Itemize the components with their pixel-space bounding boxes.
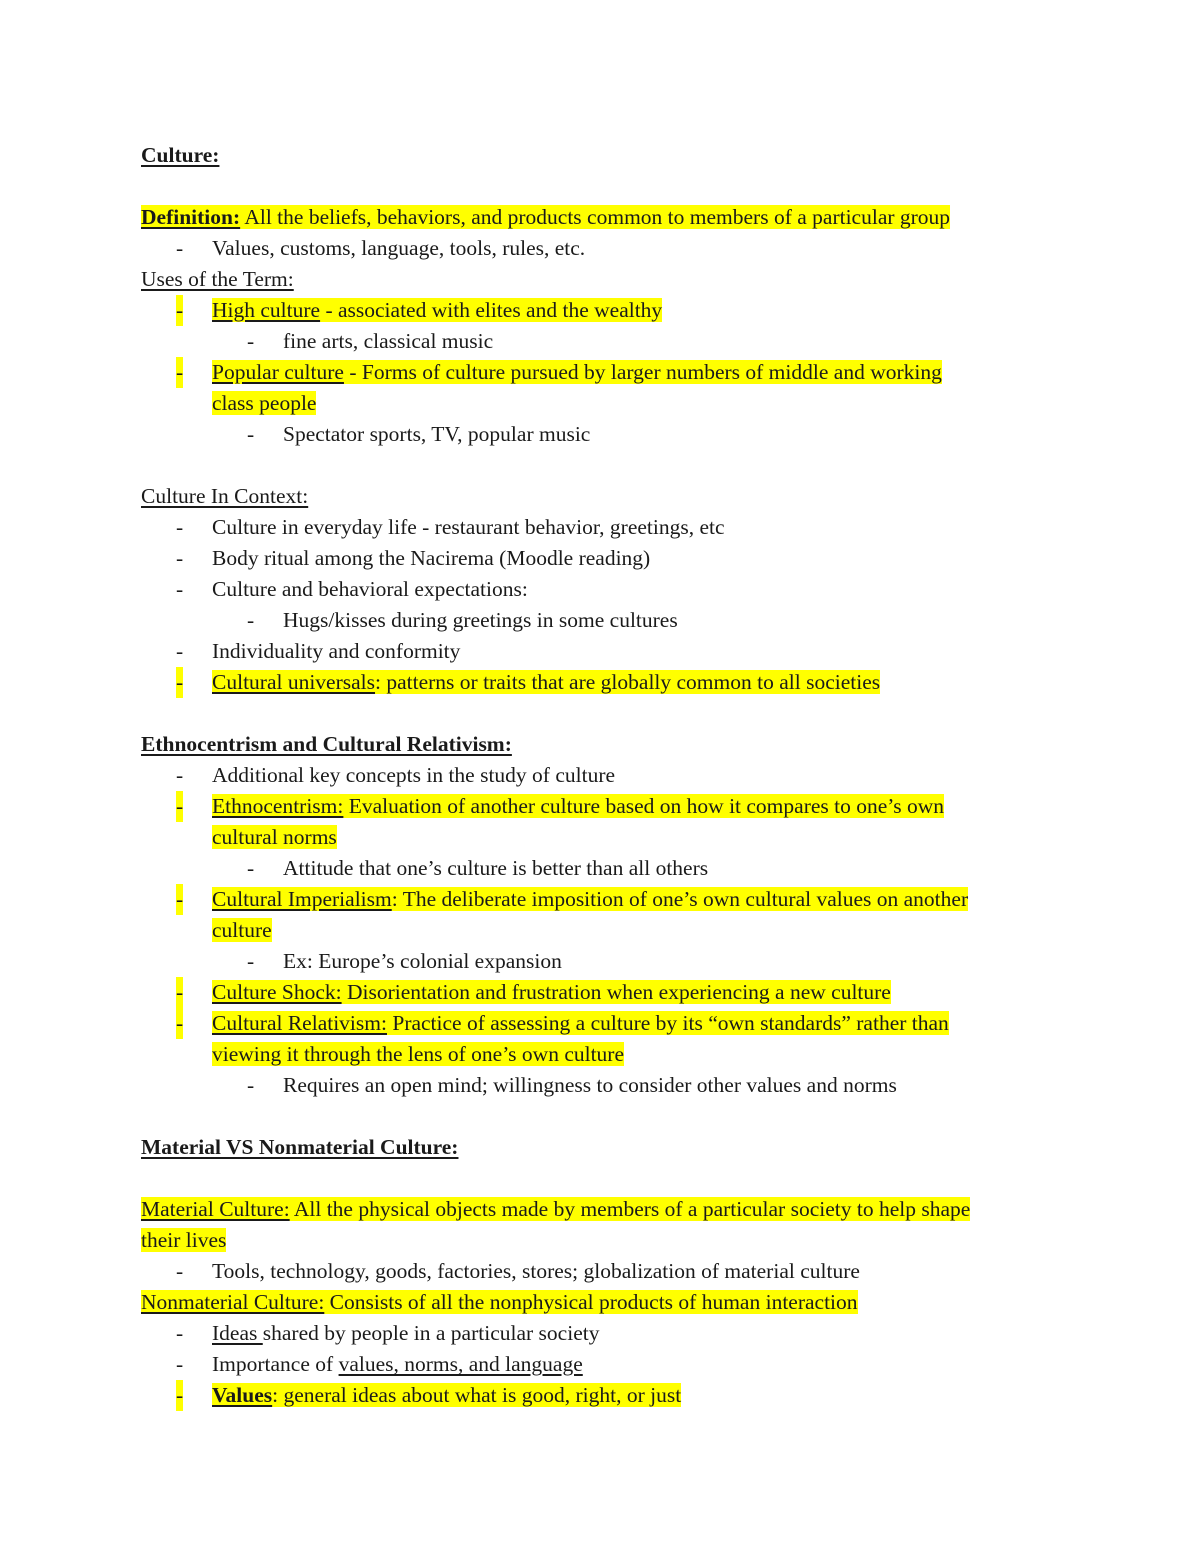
list-item-popular-culture: - Popular culture - Forms of culture pursued by larger numbers of middle and working: [141, 357, 1061, 388]
list-item: - Attitude that one’s culture is better than all others: [141, 853, 1061, 884]
context-heading: Culture In Context:: [141, 484, 309, 508]
bullet-dash: -: [176, 357, 183, 388]
bullet-dash: -: [176, 515, 184, 539]
bullet-dash: -: [176, 667, 183, 698]
bullet-dash: -: [176, 639, 184, 663]
blank-line: [141, 171, 1061, 202]
list-item-continuation: class people: [212, 391, 317, 415]
material-heading: Material VS Nonmaterial Culture:: [141, 1135, 459, 1159]
list-item: - Tools, technology, goods, factories, stores; globalization of material culture: [141, 1256, 1061, 1287]
definition-line: [141, 202, 1061, 233]
list-item: - Spectator sports, TV, popular music: [141, 419, 1061, 450]
nonmaterial-culture-definition: Nonmaterial Culture: Consists of all the nonphysical products of human interaction: [141, 1290, 858, 1314]
list-item-cultural-relativism: - Cultural Relativism: Practice of assessing a culture by its “own standards” rather than: [141, 1008, 1061, 1039]
definition-text: All the beliefs, behaviors, and products common to members of a particular group: [240, 205, 951, 229]
list-item: - Culture and behavioral expectations:: [141, 574, 1061, 605]
list-item: - Ex: Europe’s colonial expansion: [141, 946, 1061, 977]
list-item-importance: - Importance of values, norms, and language: [141, 1349, 1061, 1380]
document-body: [141, 140, 1061, 1411]
list-item-continuation: culture: [212, 918, 272, 942]
list-item-culture-shock: - Culture Shock: Disorientation and frustration when experiencing a new culture: [141, 977, 1061, 1008]
bullet-dash: -: [247, 608, 255, 632]
blank-line: [141, 1163, 1061, 1194]
list-item-continuation: viewing it through the lens of one’s own culture: [212, 1042, 625, 1066]
bullet-dash: -: [247, 329, 255, 353]
list-item: - Individuality and conformity: [141, 636, 1061, 667]
list-item: - Hugs/kisses during greetings in some cultures: [141, 605, 1061, 636]
bullet-dash: -: [176, 1008, 183, 1039]
bullet-dash: -: [176, 1380, 183, 1411]
blank-line: [141, 1101, 1061, 1132]
blank-line: [141, 698, 1061, 729]
bullet-dash: -: [176, 884, 183, 915]
bullet-dash: -: [176, 295, 183, 326]
bullet-dash: -: [176, 1259, 184, 1283]
list-item-cultural-imperialism: - Cultural Imperialism: The deliberate imposition of one’s own cultural values on another: [141, 884, 1061, 915]
definition-label: Definition:: [141, 205, 241, 229]
list-item-ethnocentrism: - Ethnocentrism: Evaluation of another culture based on how it compares to one’s own: [141, 791, 1061, 822]
list-item-continuation: cultural norms: [212, 825, 337, 849]
list-item: - Body ritual among the Nacirema (Moodle reading): [141, 543, 1061, 574]
bullet-dash: -: [176, 546, 184, 570]
bullet-dash: -: [247, 1073, 255, 1097]
blank-line: [141, 450, 1061, 481]
section-title-culture: Culture:: [141, 143, 220, 167]
ethnocentrism-heading: Ethnocentrism and Cultural Relativism:: [141, 732, 512, 756]
bullet-dash: -: [247, 949, 255, 973]
list-item-cultural-universals: - Cultural universals: patterns or traits that are globally common to all societies: [141, 667, 1061, 698]
material-culture-continuation: their lives: [141, 1228, 227, 1252]
bullet-dash: -: [247, 856, 255, 880]
bullet-dash: -: [176, 577, 184, 601]
bullet-dash: -: [176, 236, 184, 260]
list-item: - fine arts, classical music: [141, 326, 1061, 357]
uses-heading: Uses of the Term:: [141, 267, 294, 291]
material-culture-definition: Material Culture: All the physical objects made by members of a particular society to help shape: [141, 1197, 971, 1221]
list-item: - Requires an open mind; willingness to consider other values and norms: [141, 1070, 1061, 1101]
bullet-dash: -: [176, 977, 183, 1008]
bullet-dash: -: [176, 791, 183, 822]
bullet-dash: -: [176, 1352, 184, 1376]
list-item-ideas: - Ideas shared by people in a particular society: [141, 1318, 1061, 1349]
list-item: - Additional key concepts in the study of culture: [141, 760, 1061, 791]
list-item-values: - Values: general ideas about what is good, right, or just: [141, 1380, 1061, 1411]
list-item: - Culture in everyday life - restaurant behavior, greetings, etc: [141, 512, 1061, 543]
list-item: - Values, customs, language, tools, rules, etc.: [141, 233, 1061, 264]
list-item-high-culture: - High culture - associated with elites and the wealthy: [141, 295, 1061, 326]
bullet-dash: -: [176, 1321, 184, 1345]
bullet-dash: -: [247, 422, 255, 446]
bullet-dash: -: [176, 763, 184, 787]
